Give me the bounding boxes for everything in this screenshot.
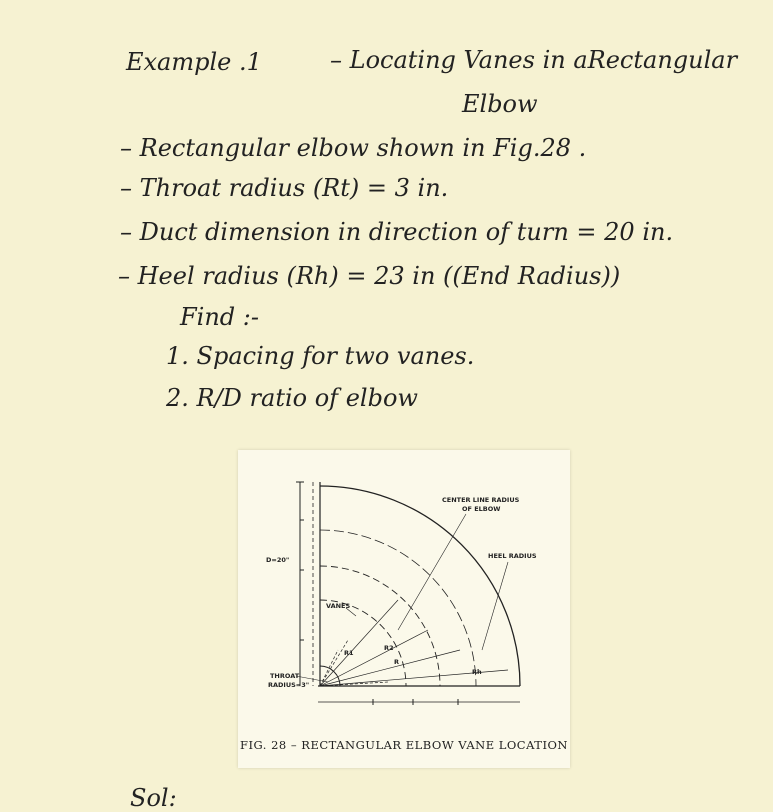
given-line-2: – Throat radius (Rt) = 3 in.: [120, 174, 449, 202]
label-vanes: VANES: [326, 602, 351, 610]
given-line-1: – Rectangular elbow shown in Fig.28 .: [120, 134, 587, 162]
find-item-1: 1. Spacing for two vanes.: [166, 342, 475, 370]
label-r1: R1: [344, 649, 354, 657]
vane-arc-1: [320, 600, 406, 686]
find-item-2: 2. R/D ratio of elbow: [166, 384, 418, 412]
centerline-leader: [398, 514, 466, 630]
label-throat-radius: RADIUS=3": [268, 681, 310, 689]
given-line-3: – Duct dimension in direction of turn = 20 in.: [120, 218, 674, 246]
example-subtitle-cont: Elbow: [462, 90, 538, 118]
label-throat: THROAT: [270, 672, 300, 680]
figure-caption: FIG. 28 – RECTANGULAR ELBOW VANE LOCATION: [240, 738, 568, 752]
label-center-line-radius: CENTER LINE RADIUS: [442, 496, 520, 504]
figure-28: [238, 450, 570, 768]
example-subtitle: – Locating Vanes in aRectangular: [330, 46, 738, 74]
label-r2: R2: [384, 644, 394, 652]
example-title: Example .1: [126, 48, 262, 76]
vane-arc-2: [320, 566, 440, 686]
elbow-diagram: [238, 450, 570, 768]
label-d: D=20": [266, 556, 290, 564]
label-of-elbow: OF ELBOW: [462, 505, 501, 513]
given-line-4: – Heel radius (Rh) = 23 in ((End Radius)): [118, 262, 621, 290]
r1-line: [320, 600, 398, 686]
solution-label: Sol:: [130, 784, 177, 812]
label-r: R: [394, 658, 400, 666]
label-rh: Rh: [472, 668, 482, 676]
find-label: Find :-: [180, 303, 259, 331]
label-heel-radius: HEEL RADIUS: [488, 552, 537, 560]
